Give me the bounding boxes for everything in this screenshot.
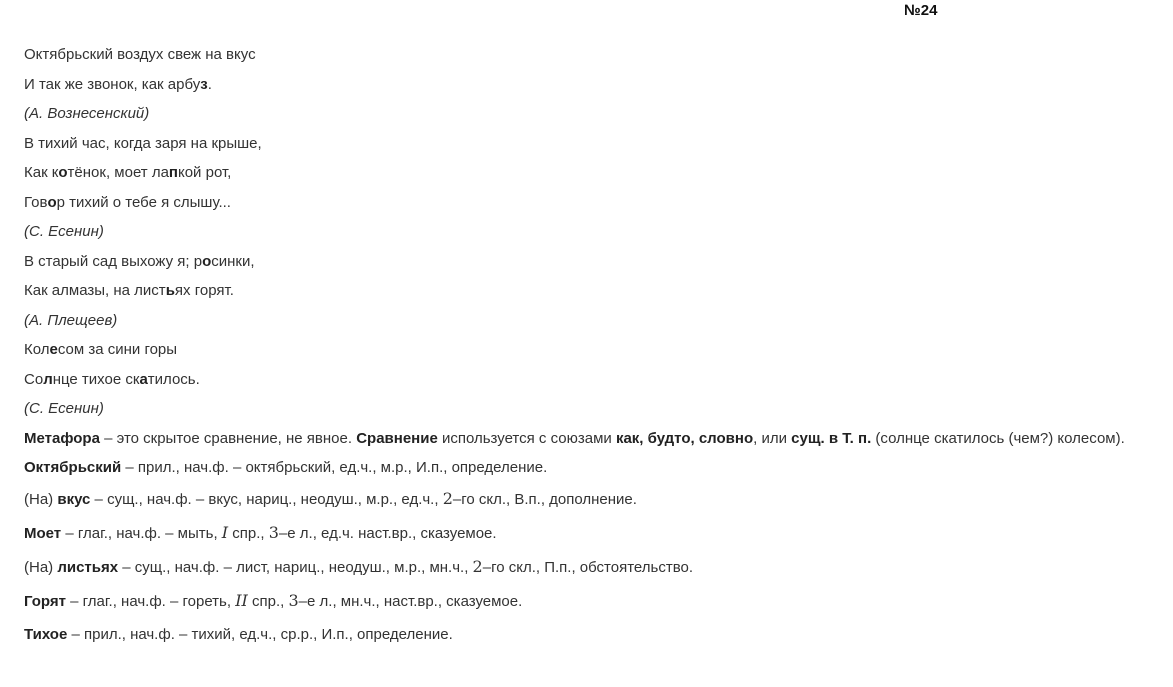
text: тилось.	[147, 370, 200, 388]
numeral: 2	[442, 489, 453, 508]
poem-line	[24, 129, 1144, 159]
text: – сущ., нач.ф. – лист, нариц., неодуш., м.р., мн.ч.,	[118, 559, 473, 576]
bold-text: о	[202, 252, 212, 270]
bold-text: как, будто, словно	[615, 429, 754, 447]
bold-text: п	[168, 164, 178, 181]
word-moet	[24, 516, 1144, 550]
text: Как к	[24, 164, 59, 181]
text: (солнце скатилось (чем?) колесом).	[871, 429, 1125, 447]
text: Кол	[24, 341, 50, 358]
bold-text: о	[47, 193, 57, 211]
text: (На)	[24, 491, 58, 508]
text: Гов	[24, 193, 48, 211]
word-tikhoe	[24, 618, 1144, 652]
word-listyah	[24, 550, 1144, 584]
text: спр.,	[228, 525, 269, 542]
text: – прил., нач.ф. – тихий, ед.ч., ср.р., И.п., определение.	[67, 626, 453, 643]
numeral: 3	[288, 591, 299, 610]
bold-text: сущ. в Т. п.	[791, 429, 872, 447]
text: р тихий о тебе я слышу...	[56, 193, 231, 211]
poem-author: (С. Есенин)	[24, 223, 104, 240]
bold-text: Тихое	[24, 626, 68, 643]
bold-text: а	[139, 370, 148, 388]
bold-text: Сравнение	[356, 429, 438, 447]
bold-text: о	[58, 164, 68, 181]
poem-author: (С. Есенин)	[24, 400, 104, 417]
text: –го скл., В.п., дополнение.	[452, 491, 637, 508]
definition-paragraph	[24, 424, 1144, 453]
text: –го скл., П.п., обстоятельство.	[482, 559, 694, 576]
poem-line	[24, 40, 1144, 70]
bold-text: вкус	[57, 491, 91, 508]
poem-line	[24, 276, 1144, 306]
poem-author: (А. Вознесенский)	[24, 105, 150, 122]
poem-author: (А. Плещеев)	[24, 311, 118, 329]
text: – прил., нач.ф. – октябрьский, ед.ч., м.р., И.п., определение.	[121, 458, 548, 476]
bold-text: Горят	[24, 593, 66, 610]
text: , или	[753, 429, 792, 447]
text: И так же звонок, как арбу	[24, 75, 201, 93]
word-goryat	[24, 584, 1144, 618]
numeral: 3	[268, 523, 279, 542]
poem-line	[24, 70, 1144, 100]
text: – это скрытое сравнение, не явное.	[99, 429, 357, 447]
text: –е л., ед.ч. наст.вр., сказуемое.	[278, 525, 497, 542]
bold-text: з	[200, 75, 208, 93]
poem-line	[24, 158, 1144, 188]
text: (На)	[24, 559, 58, 576]
poem-line	[24, 335, 1144, 365]
text: ях горят.	[174, 282, 234, 299]
text: сом за сини горы	[57, 341, 178, 358]
text: спр.,	[247, 593, 289, 610]
roman-numeral: I	[221, 523, 229, 542]
text: нце тихое ск	[52, 370, 140, 388]
text: Как алмазы, на лист	[24, 282, 166, 299]
text: используется с союзами	[437, 429, 616, 447]
bold-text: листьях	[57, 559, 119, 576]
document-body	[24, 40, 1144, 652]
word-oktyabrsky	[24, 453, 1144, 483]
word-vkus	[24, 482, 1144, 516]
poem-line	[24, 188, 1144, 218]
text: – глаг., нач.ф. – гореть,	[65, 593, 236, 610]
text: .	[207, 75, 212, 93]
text: – сущ., нач.ф. – вкус, нариц., неодуш., м.р., ед.ч.,	[90, 491, 443, 508]
text: –е л., мн.ч., наст.вр., сказуемое.	[298, 593, 523, 610]
poem-line	[24, 247, 1144, 277]
text: синки,	[211, 252, 255, 270]
text: – глаг., нач.ф. – мыть,	[61, 525, 222, 542]
text: Со	[24, 370, 44, 388]
bold-text: е	[49, 341, 58, 358]
page-number: №24	[904, 2, 938, 19]
bold-text: л	[43, 370, 53, 388]
text: В старый сад выхожу я; р	[24, 252, 203, 270]
bold-text: Октябрьский	[24, 458, 122, 476]
bold-text: Метафора	[24, 429, 100, 447]
text: В тихий час, когда заря на крыше,	[24, 134, 262, 152]
text: кой рот,	[177, 164, 232, 181]
text: Октябрьский воздух свеж на вкус	[24, 46, 256, 63]
bold-text: ь	[165, 282, 175, 299]
bold-text: Моет	[24, 525, 62, 542]
poem-line	[24, 365, 1144, 395]
roman-numeral: II	[235, 591, 248, 610]
numeral: 2	[472, 557, 483, 576]
text: тёнок, моет ла	[67, 164, 169, 181]
